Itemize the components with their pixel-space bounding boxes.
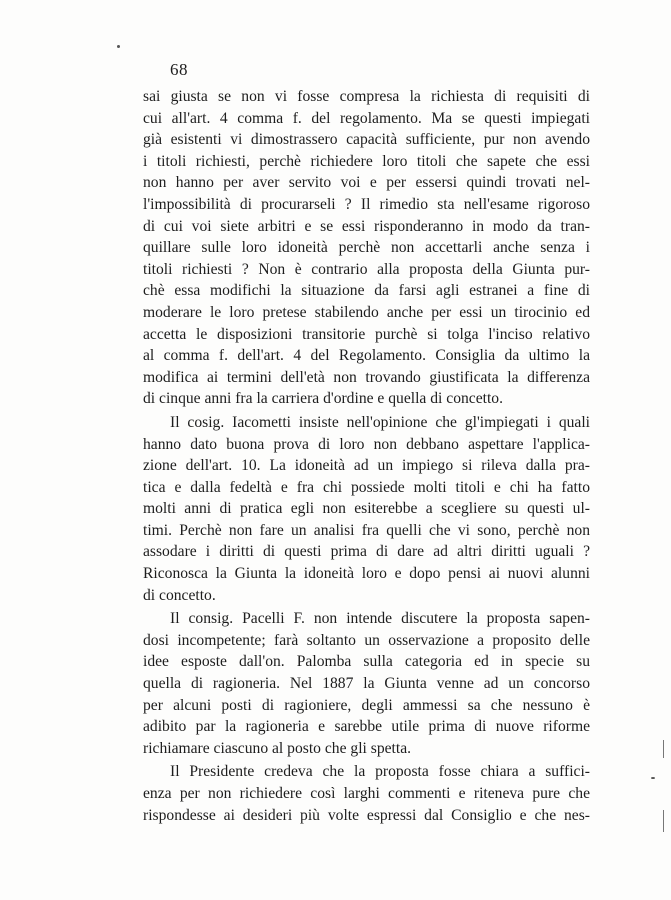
text-line: Riconosca la Giunta la idoneità loro e dopo pensi ai nuovi alunni — [143, 565, 590, 583]
text-line: l'impossibilità di procurarseli ? Il rimedio sta nell'esame rigoroso — [143, 195, 590, 213]
text-line: per alcuni posti di ragioniere, degli ammessi sa che nessuno è — [143, 696, 590, 714]
text-line: timi. Perchè non fare un analisi fra quelli che vi sono, perchè non — [143, 521, 590, 539]
text-line: non hanno per aver servito voi e per essersi quindi trovati nel- — [143, 174, 590, 192]
body-text — [143, 86, 590, 826]
text-line: accetta le disposizioni transitorie purchè si tolga l'inciso relativo — [143, 325, 590, 343]
text-line: Il Presidente credeva che la proposta fosse chiara a suffici- — [170, 763, 590, 781]
text-line: sai giusta se non vi fosse compresa la richiesta di requisiti di — [143, 88, 590, 105]
text-line: titoli richiesti ? Non è contrario alla proposta della Giunta pur- — [143, 260, 590, 278]
text-line: di cinque anni fra la carriera d'ordine e quella di concetto. — [143, 390, 503, 408]
text-line: hanno dato buona prova di loro non debbano aspettare l'applica- — [143, 435, 590, 453]
text-line: Il cosig. Iacometti insiste nell'opinione che gl'impiegati i quali — [170, 413, 590, 431]
text-line: quillare sulle loro idoneità perchè non accettarli anche senza i — [143, 239, 590, 257]
paragraph-4 — [143, 761, 590, 826]
page-number: 68 — [170, 60, 188, 79]
text-line: cui all'art. 4 comma f. del regolamento. Ma se questi impiegati — [143, 109, 590, 127]
scan-edge-mark — [663, 810, 664, 832]
text-line: i titoli richiesti, perchè richiedere loro titoli che sapete che essi — [143, 152, 590, 170]
text-line: zione dell'art. 10. La idoneità ad un impiego si rileva dalla pra- — [143, 457, 590, 475]
text-line: moderare le loro pretese stabilendo anche per essi un tirocinio ed — [143, 303, 590, 321]
text-line: già esistenti vi dimostrassero capacità sufficiente, pur non avendo — [143, 131, 590, 149]
text-line: assodare i diritti di questi prima di dare ad altri diritti uguali ? — [143, 543, 590, 561]
scan-speck — [651, 777, 655, 779]
scan-edge-mark — [663, 740, 664, 758]
text-line: modifica ai termini dell'età non trovando giustificata la differenza — [143, 368, 590, 386]
text-line: chè essa modifichi la situazione da farsi agli estranei a fine di — [143, 282, 590, 300]
text-line: idee esposte dall'on. Palomba sulla categoria ed in specie su — [143, 653, 590, 671]
text-line: adibito par la ragioneria e sarebbe utile prima di nuove riforme — [143, 718, 590, 736]
text-line: rispondesse ai desideri più volte espressi dal Consiglio e che nes- — [143, 806, 590, 824]
text-line: Il consig. Pacelli F. non intende discutere la proposta sapen- — [170, 610, 590, 628]
text-line: dosi incompetente; farà soltanto un osservazione a proposito delle — [143, 631, 590, 649]
text-line: di cui voi siete arbitri e se essi risponderanno in modo da tran- — [143, 217, 590, 235]
text-line: quella di ragioneria. Nel 1887 la Giunta venne ad un concorso — [143, 675, 590, 693]
paragraph-2 — [143, 412, 590, 606]
text-line: enza per non richiedere così larghi commenti e riteneva pure che — [143, 785, 590, 802]
text-line: molti anni di pratica egli non esiterebbe a scegliere su questi ul- — [143, 500, 590, 518]
text-line: tica e dalla fedeltà e fra chi possiede molti titoli e chi ha fatto — [143, 478, 590, 496]
text-line: richiamare ciascuno al posto che gli spetta. — [143, 739, 412, 757]
paragraph-3 — [143, 608, 590, 759]
paragraph-1 — [143, 86, 590, 410]
text-line: di concetto. — [143, 586, 216, 604]
text-line: al comma f. dell'art. 4 del Regolamento. Consiglia da ultimo la — [143, 347, 590, 365]
scan-speck — [117, 45, 120, 48]
